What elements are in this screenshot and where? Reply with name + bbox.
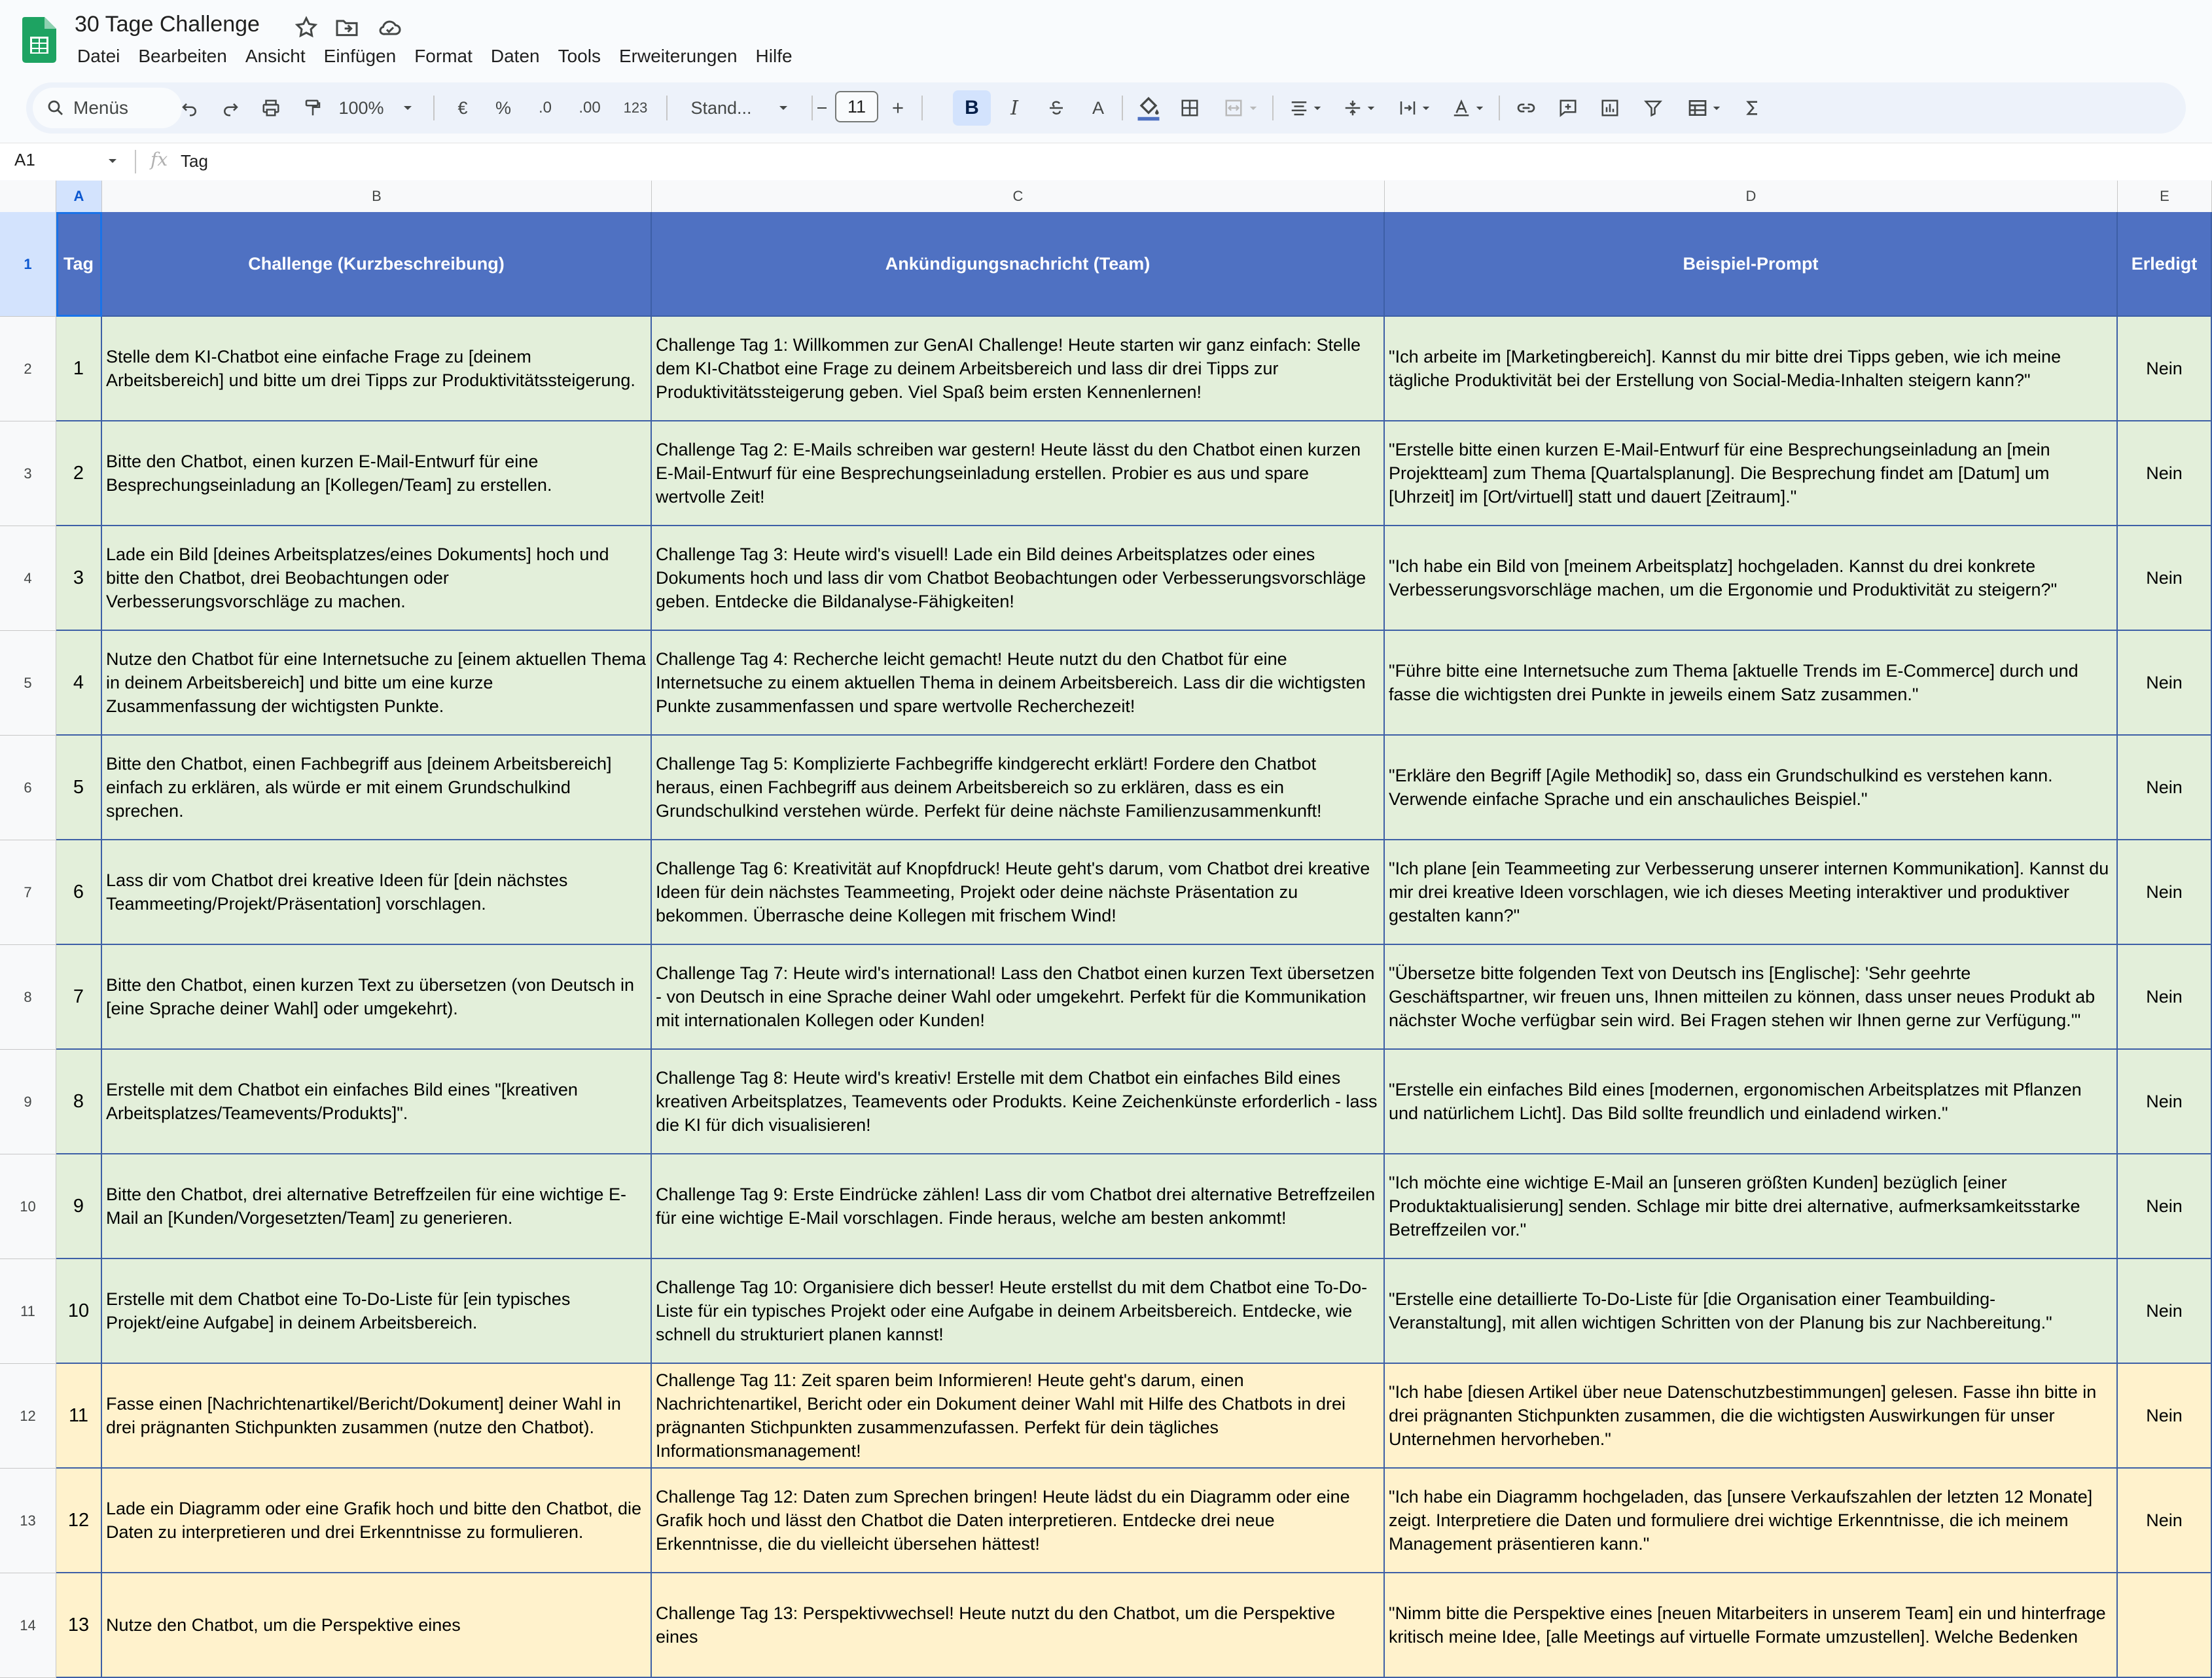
search-menus[interactable]	[33, 88, 182, 128]
cell-prompt[interactable]: "Führe bitte eine Internetsuche zum Thema [aktuelle Trends im E-Commerce] durch und fasse die wichtigsten drei Punkte in jeweils einem Satz zusammen."	[1385, 631, 2118, 736]
plus-icon	[889, 99, 906, 116]
cell-challenge[interactable]: Erstelle mit dem Chatbot ein einfaches Bild eines "[kreativen Arbeitsplatzes/Teamevents/Produkts]".	[102, 1050, 652, 1154]
insert-comment-button[interactable]	[1550, 82, 1586, 134]
row-header[interactable]: 6	[0, 736, 56, 840]
undo-button[interactable]	[171, 82, 208, 134]
chevron-down-icon	[1313, 105, 1322, 111]
star-icon[interactable]	[293, 14, 319, 41]
paint-bucket-icon	[1134, 94, 1163, 122]
decrease-decimal-label: .0	[538, 99, 552, 116]
row-header[interactable]: 9	[0, 1050, 56, 1154]
cell-challenge[interactable]: Bitte den Chatbot, drei alternative Betreffzeilen für eine wichtige E-Mail an [Kunden/Vorgesetzten/Team] zu generieren.	[102, 1154, 652, 1259]
text-rotation-icon	[1452, 98, 1471, 118]
cell-announcement[interactable]: Challenge Tag 13: Perspektivwechsel! Heute nutzt du den Chatbot, um die Perspektive eines	[652, 1573, 1385, 1678]
font-name: Stand...	[690, 98, 752, 118]
cloud-status-icon[interactable]	[377, 14, 403, 41]
decrease-font-size-button[interactable]	[809, 82, 835, 134]
row-header[interactable]: 7	[0, 840, 56, 945]
cell-tag[interactable]: 10	[56, 1259, 102, 1364]
number-format-label: 123	[623, 99, 648, 116]
cell-challenge[interactable]: Fasse einen [Nachrichtenartikel/Bericht/Dokument] deiner Wahl in drei prägnanten Stichpunkten zusammen (nutze den Chatbot).	[102, 1364, 652, 1469]
text-rotation-button[interactable]	[1444, 82, 1492, 134]
row-header[interactable]: 5	[0, 631, 56, 736]
table-row	[0, 631, 2212, 736]
header-row	[0, 212, 2212, 317]
cell-done[interactable]: Nein	[2118, 945, 2212, 1050]
column-header-e[interactable]: E	[2118, 181, 2212, 212]
cell-challenge[interactable]: Lade ein Bild [deines Arbeitsplatzes/eines Dokuments] hoch und bitte den Chatbot, drei Beobachtungen oder Verbesserungsvorschläge zu machen.	[102, 526, 652, 631]
align-center-icon	[1289, 98, 1309, 118]
column-headers	[0, 181, 2212, 213]
table-button[interactable]	[1678, 82, 1730, 134]
cell-announcement[interactable]: Challenge Tag 3: Heute wird's visuell! Lade ein Bild deines Arbeitsplatzes oder eines Dokuments hoch und lass dir vom Chatbot Beobachtungen oder Verbesserungsvorschläge geben. Entdecke die Bildanalyse-Fähigkeiten!	[652, 526, 1385, 631]
chevron-down-icon	[402, 105, 413, 111]
increase-font-size-button[interactable]	[883, 82, 912, 134]
text-wrap-icon	[1398, 98, 1418, 118]
cell-prompt[interactable]: "Erstelle eine detaillierte To-Do-Liste für [die Organisation einer Teambuilding-Veranstaltung], mit allen wichtigen Schritten von der Planung bis zur Nachbereitung."	[1385, 1259, 2118, 1364]
borders-button[interactable]	[1171, 82, 1208, 134]
table-row	[0, 1364, 2212, 1469]
cell-done[interactable]: Nein	[2118, 631, 2212, 736]
cell-challenge[interactable]: Nutze den Chatbot, um die Perspektive eines	[102, 1573, 652, 1678]
header-cell-tag[interactable]: Tag	[56, 212, 102, 317]
cell-tag[interactable]: 4	[56, 631, 102, 736]
table-row	[0, 1573, 2212, 1678]
menu-bearbeiten[interactable]: Bearbeiten	[138, 46, 227, 66]
row-header[interactable]: 1	[0, 212, 56, 317]
cell-prompt[interactable]: "Erstelle bitte einen kurzen E-Mail-Entwurf für eine Besprechungseinladung an [mein Projektteam] zum Thema [Quartalsplanung]. Die Besprechung findet am [Datum] um [Uhrzeit] im [Ort/virtuell] statt und dauert [Zeitraum]."	[1385, 421, 2118, 526]
cell-tag[interactable]: 6	[56, 840, 102, 945]
font-select[interactable]	[674, 82, 805, 134]
currency-label: €	[457, 98, 468, 118]
toolbar-divider	[1272, 96, 1274, 120]
search-label: Menüs	[73, 98, 129, 118]
row-header[interactable]: 11	[0, 1259, 56, 1364]
menu-bar	[68, 43, 802, 69]
cell-tag[interactable]: 13	[56, 1573, 102, 1678]
paint-format-button[interactable]	[294, 82, 331, 134]
toolbar-divider	[1499, 96, 1500, 120]
redo-button[interactable]	[212, 82, 249, 134]
title-bar	[0, 0, 2212, 81]
table-row	[0, 526, 2212, 631]
currency-format-button[interactable]	[446, 82, 479, 134]
table-row	[0, 840, 2212, 945]
italic-label: I	[1010, 96, 1018, 120]
cell-done[interactable]: Nein	[2118, 1154, 2212, 1259]
cell-announcement[interactable]: Challenge Tag 4: Recherche leicht gemacht! Heute nutzt du den Chatbot für eine Internetsuche zu einem aktuellen Thema in deinem Arbeitsbereich. Lass dir die wichtigsten Punkte zusammenfassen und spare wertvolle Recherchezeit!	[652, 631, 1385, 736]
decrease-decimal-button[interactable]	[526, 82, 564, 134]
row-header[interactable]: 10	[0, 1154, 56, 1259]
cell-tag[interactable]: 7	[56, 945, 102, 1050]
function-icon: fx	[151, 149, 168, 170]
cell-done[interactable]: Nein	[2118, 1469, 2212, 1573]
cell-done[interactable]: Nein	[2118, 736, 2212, 840]
sheets-logo-icon[interactable]	[22, 17, 56, 63]
cell-challenge[interactable]: Erstelle mit dem Chatbot eine To-Do-Liste für [ein typisches Projekt/eine Aufgabe] in deinem Arbeitsbereich.	[102, 1259, 652, 1364]
link-icon	[1516, 98, 1537, 118]
insert-chart-button[interactable]	[1592, 82, 1628, 134]
table-row	[0, 1469, 2212, 1573]
merge-cells-button[interactable]	[1215, 82, 1267, 134]
select-all-corner[interactable]	[0, 181, 56, 212]
insert-link-button[interactable]	[1508, 82, 1544, 134]
paint-format-icon	[303, 98, 323, 118]
menu-daten[interactable]: Daten	[490, 46, 540, 66]
row-header[interactable]: 2	[0, 317, 56, 421]
cell-prompt[interactable]: "Ich habe ein Diagramm hochgeladen, das [unsere Verkaufszahlen der letzten 12 Monate] zeigt. Interpretiere die Daten und formuliere drei wichtige Erkenntnisse, die ich meinem Management präsentieren kann."	[1385, 1469, 2118, 1573]
formula-divider	[135, 150, 136, 173]
table-row	[0, 1259, 2212, 1364]
zoom-value: 100%	[338, 98, 384, 118]
cell-done[interactable]: Nein	[2118, 1364, 2212, 1469]
toolbar-divider	[666, 96, 668, 120]
cell-done[interactable]: Nein	[2118, 1050, 2212, 1154]
minus-icon	[814, 100, 830, 116]
cell-prompt[interactable]: "Erkläre den Begriff [Agile Methodik] so, dass ein Grundschulkind es verstehen kann. Verwende einfache Sprache und ein anschauliches Beispiel."	[1385, 736, 2118, 840]
menu-tools[interactable]: Tools	[558, 46, 601, 66]
menu-hilfe[interactable]: Hilfe	[755, 46, 793, 66]
number-format-button[interactable]	[614, 82, 657, 134]
zoom-select[interactable]	[336, 82, 415, 134]
menu-datei[interactable]: Datei	[77, 46, 120, 66]
cell-announcement[interactable]: Challenge Tag 9: Erste Eindrücke zählen! Lass dir vom Chatbot drei alternative Betreffzeilen für eine wichtige E-Mail vorschlagen. Finde heraus, welche am besten ankommt!	[652, 1154, 1385, 1259]
italic-button[interactable]	[996, 82, 1033, 134]
cell-tag[interactable]: 12	[56, 1469, 102, 1573]
row-header[interactable]: 14	[0, 1573, 56, 1678]
chevron-down-icon	[1712, 105, 1721, 111]
header-cell-prompt[interactable]: Beispiel-Prompt	[1385, 212, 2118, 317]
cell-tag[interactable]: 8	[56, 1050, 102, 1154]
percent-format-button[interactable]	[487, 82, 520, 134]
cell-done[interactable]	[2118, 1573, 2212, 1678]
cell-challenge[interactable]: Bitte den Chatbot, einen kurzen E-Mail-Entwurf für eine Besprechungseinladung an [Kollegen/Team] zu erstellen.	[102, 421, 652, 526]
filter-button[interactable]	[1635, 82, 1671, 134]
formula-input[interactable]: Tag	[181, 151, 208, 171]
vertical-align-button[interactable]	[1335, 82, 1383, 134]
cell-prompt[interactable]: "Ich habe [diesen Artikel über neue Datenschutzbestimmungen] gelesen. Fasse ihn bitte in drei prägnanten Stichpunkten zusammen, die die wichtigsten Auswirkungen für unser Unternehmen hervorheben."	[1385, 1364, 2118, 1469]
print-icon	[261, 98, 281, 118]
cell-challenge[interactable]: Nutze den Chatbot für eine Internetsuche zu [einem aktuellen Thema in deinem Arbeitsbereich] und bitte um eine kurze Zusammenfassung der wichtigsten Punkte.	[102, 631, 652, 736]
cell-announcement[interactable]: Challenge Tag 12: Daten zum Sprechen bringen! Heute lädst du ein Diagramm oder eine Grafik hoch und lässt den Chatbot die Daten interpretieren. Entdecke drei neue Erkenntnisse, die du vielleicht übersehen hättest!	[652, 1469, 1385, 1573]
bold-button[interactable]: B	[953, 90, 991, 126]
cell-tag[interactable]: 9	[56, 1154, 102, 1259]
cell-prompt[interactable]: "Übersetze bitte folgenden Text von Deutsch ins [Englische]: 'Sehr geehrte Geschäftspartner, wir freuen uns, Ihnen mitteilen zu können, dass unser neues Produkt ab nächster Woche verfügbar sein wird. Bei Fragen stehen wir Ihnen gerne zur Verfügung.'"	[1385, 945, 2118, 1050]
header-cell-done[interactable]: Erledigt	[2118, 212, 2212, 317]
borders-icon	[1180, 98, 1200, 118]
row-header[interactable]: 4	[0, 526, 56, 631]
menu-format[interactable]: Format	[414, 46, 473, 66]
spreadsheet-grid	[0, 181, 2212, 1647]
name-box[interactable]: A1	[14, 150, 35, 170]
cell-announcement[interactable]: Challenge Tag 2: E-Mails schreiben war gestern! Heute lässt du den Chatbot einen kurzen E-Mail-Entwurf für eine Besprechungseinladung erstellen. Probier es aus und spare wertvolle Zeit!	[652, 421, 1385, 526]
undo-icon	[180, 98, 200, 118]
cell-done[interactable]: Nein	[2118, 1259, 2212, 1364]
merge-cells-icon	[1224, 98, 1243, 118]
table-row	[0, 1050, 2212, 1154]
filter-icon	[1643, 98, 1663, 118]
cell-prompt[interactable]: "Ich plane [ein Teammeeting zur Verbesserung unserer internen Kommunikation]. Kannst du mir drei kreative Ideen vorschlagen, wie ich dieses Meeting interaktiver und produktiver gestalten kann?"	[1385, 840, 2118, 945]
text-wrapping-button[interactable]	[1390, 82, 1438, 134]
cell-challenge[interactable]: Stelle dem KI-Chatbot eine einfache Frage zu [deinem Arbeitsbereich] und bitte um drei Tipps zur Produktivitätssteigerung.	[102, 317, 652, 421]
menu-ansicht[interactable]: Ansicht	[245, 46, 306, 66]
chevron-down-icon	[1421, 105, 1431, 111]
redo-icon	[221, 98, 240, 118]
table-row	[0, 421, 2212, 526]
cell-tag[interactable]: 1	[56, 317, 102, 421]
chevron-down-icon	[1475, 105, 1484, 111]
cell-challenge[interactable]: Bitte den Chatbot, einen kurzen Text zu übersetzen (von Deutsch in [eine Sprache deiner Wahl] oder umgekehrt).	[102, 945, 652, 1050]
cell-tag[interactable]: 11	[56, 1364, 102, 1469]
toolbar-divider	[921, 96, 923, 120]
row-header[interactable]: 13	[0, 1469, 56, 1573]
column-header-b[interactable]: B	[102, 181, 652, 212]
cell-prompt[interactable]: "Ich möchte eine wichtige E-Mail an [unseren größten Kunden] bezüglich [einer Produktaktualisierung] senden. Schlage mir bitte drei alternative, aufmerksamkeitsstarke Betreffzeilen vor."	[1385, 1154, 2118, 1259]
table-row	[0, 317, 2212, 421]
cell-announcement[interactable]: Challenge Tag 6: Kreativität auf Knopfdruck! Heute geht's darum, vom Chatbot drei kreative Ideen für dein nächstes Teammeeting, Projekt oder deine nächste Präsentation zu bekommen. Überrasche deine Kollegen mit frischem Wind!	[652, 840, 1385, 945]
column-header-c[interactable]: C	[652, 181, 1385, 212]
cell-done[interactable]: Nein	[2118, 840, 2212, 945]
cell-tag[interactable]: 5	[56, 736, 102, 840]
cell-announcement[interactable]: Challenge Tag 8: Heute wird's kreativ! Erstelle mit dem Chatbot ein einfaches Bild eines kreativen Arbeitsplatzes, Teamevents oder Produkts. Keine Zeichenkünste erforderlich - lass die KI für dich visualisieren!	[652, 1050, 1385, 1154]
font-size-input[interactable]: 11	[835, 91, 878, 122]
fill-color-button[interactable]	[1130, 82, 1168, 134]
cell-announcement[interactable]: Challenge Tag 5: Komplizierte Fachbegriffe kindgerecht erklärt! Fordere den Chatbot heraus, einen Fachbegriff aus deinem Arbeitsbereich so zu erklären, dass es ein Grundschulkind verstehen würde. Perfekt für deine nächste Familienzusammenkunft!	[652, 736, 1385, 840]
cell-announcement[interactable]: Challenge Tag 1: Willkommen zur GenAI Challenge! Heute starten wir ganz einfach: Stelle dem KI-Chatbot eine Frage zu deinem Arbeitsbereich und lass dir drei Tipps zur Produktivitätssteigerung geben. Viel Spaß beim ersten Kennenlernen!	[652, 317, 1385, 421]
print-button[interactable]	[253, 82, 289, 134]
toolbar	[26, 82, 2186, 134]
cell-announcement[interactable]: Challenge Tag 11: Zeit sparen beim Informieren! Heute geht's darum, einen Nachrichtenartikel, Bericht oder ein Dokument deiner Wahl mit Hilfe des Chatbots in drei prägnanten Stichpunkten zusammenzufassen. Perfekt für dein tägliches Informationsmanagement!	[652, 1364, 1385, 1469]
sigma-icon	[1743, 99, 1762, 117]
increase-decimal-label: .00	[579, 99, 601, 116]
table-icon	[1687, 98, 1708, 118]
table-row	[0, 1154, 2212, 1259]
functions-button[interactable]	[1734, 82, 1771, 134]
cell-done[interactable]: Nein	[2118, 421, 2212, 526]
cell-prompt[interactable]: "Erstelle ein einfaches Bild eines [modernen, ergonomischen Arbeitsplatzes mit Pflanzen und natürlichem Licht]. Das Bild sollte freundlich und einladend wirken."	[1385, 1050, 2118, 1154]
cell-done[interactable]: Nein	[2118, 526, 2212, 631]
move-folder-icon[interactable]	[334, 14, 360, 41]
cell-prompt[interactable]: "Ich arbeite im [Marketingbereich]. Kannst du mir bitte drei Tipps geben, wie ich meine tägliche Produktivität bei der Erstellung von Social-Media-Inhalten steigern kann?"	[1385, 317, 2118, 421]
add-comment-icon	[1558, 98, 1578, 118]
strikethrough-icon	[1046, 98, 1066, 118]
cell-announcement[interactable]: Challenge Tag 10: Organisiere dich besser! Heute erstellst du mit dem Chatbot eine To-Do-Liste für ein typisches Projekt oder eine Aufgabe in deinem Arbeitsbereich. Entdecke, wie schnell du strukturiert planen kannst!	[652, 1259, 1385, 1364]
table-row	[0, 945, 2212, 1050]
cell-tag[interactable]: 3	[56, 526, 102, 631]
cell-tag[interactable]: 2	[56, 421, 102, 526]
cell-prompt[interactable]: "Ich habe ein Bild von [meinem Arbeitsplatz] hochgeladen. Kannst du drei konkrete Verbesserungsvorschläge machen, um die Ergonomie und Produktivität zu steigern?"	[1385, 526, 2118, 631]
header-cell-challenge[interactable]: Challenge (Kurzbeschreibung)	[102, 212, 652, 317]
row-header[interactable]: 3	[0, 421, 56, 526]
strikethrough-button[interactable]	[1038, 82, 1075, 134]
column-header-d[interactable]: D	[1385, 181, 2118, 212]
chevron-down-icon[interactable]	[107, 158, 118, 164]
document-title[interactable]: 30 Tage Challenge	[75, 12, 260, 37]
column-header-a[interactable]: A	[56, 181, 102, 212]
horizontal-align-button[interactable]	[1281, 82, 1330, 134]
chevron-down-icon	[1366, 105, 1376, 111]
text-color-button[interactable]	[1080, 82, 1116, 134]
menu-erweiterungen[interactable]: Erweiterungen	[618, 46, 738, 66]
menu-einfuegen[interactable]: Einfügen	[323, 46, 397, 66]
cell-done[interactable]: Nein	[2118, 317, 2212, 421]
percent-label: %	[495, 98, 511, 118]
row-header[interactable]: 8	[0, 945, 56, 1050]
toolbar-divider	[1122, 96, 1123, 120]
table-row	[0, 736, 2212, 840]
increase-decimal-button[interactable]	[569, 82, 610, 134]
chevron-down-icon	[778, 105, 789, 111]
cell-challenge[interactable]: Lass dir vom Chatbot drei kreative Ideen für [dein nächstes Teammeeting/Projekt/Präsentation] vorschlagen.	[102, 840, 652, 945]
toolbar-divider	[433, 96, 435, 120]
search-icon	[46, 98, 65, 118]
row-header[interactable]: 12	[0, 1364, 56, 1469]
vertical-align-middle-icon	[1343, 98, 1363, 118]
cell-challenge[interactable]: Bitte den Chatbot, einen Fachbegriff aus [deinem Arbeitsbereich] einfach zu erklären, als würde er mit einem Grundschulkind sprechen.	[102, 736, 652, 840]
cell-challenge[interactable]: Lade ein Diagramm oder eine Grafik hoch und bitte den Chatbot, die Daten zu interpretieren und drei Erkenntnisse zu formulieren.	[102, 1469, 652, 1573]
cell-prompt[interactable]: "Nimm bitte die Perspektive eines [neuen Mitarbeiters in unserem Team] ein und hinterfrage kritisch meine Idee, [alle Meetings auf virtuelle Formate umzustellen]. Welche Bedenken	[1385, 1573, 2118, 1678]
text-color-label: A	[1092, 98, 1104, 118]
cell-announcement[interactable]: Challenge Tag 7: Heute wird's international! Lass den Chatbot einen kurzen Text übersetzen - von Deutsch in eine Sprache deiner Wahl oder umgekehrt. Perfekt für die Kommunikation mit internationalen Kollegen oder Kunden!	[652, 945, 1385, 1050]
chevron-down-icon	[1249, 105, 1258, 111]
chart-icon	[1600, 98, 1620, 118]
formula-bar	[0, 143, 2212, 180]
header-cell-announcement[interactable]: Ankündigungsnachricht (Team)	[652, 212, 1385, 317]
